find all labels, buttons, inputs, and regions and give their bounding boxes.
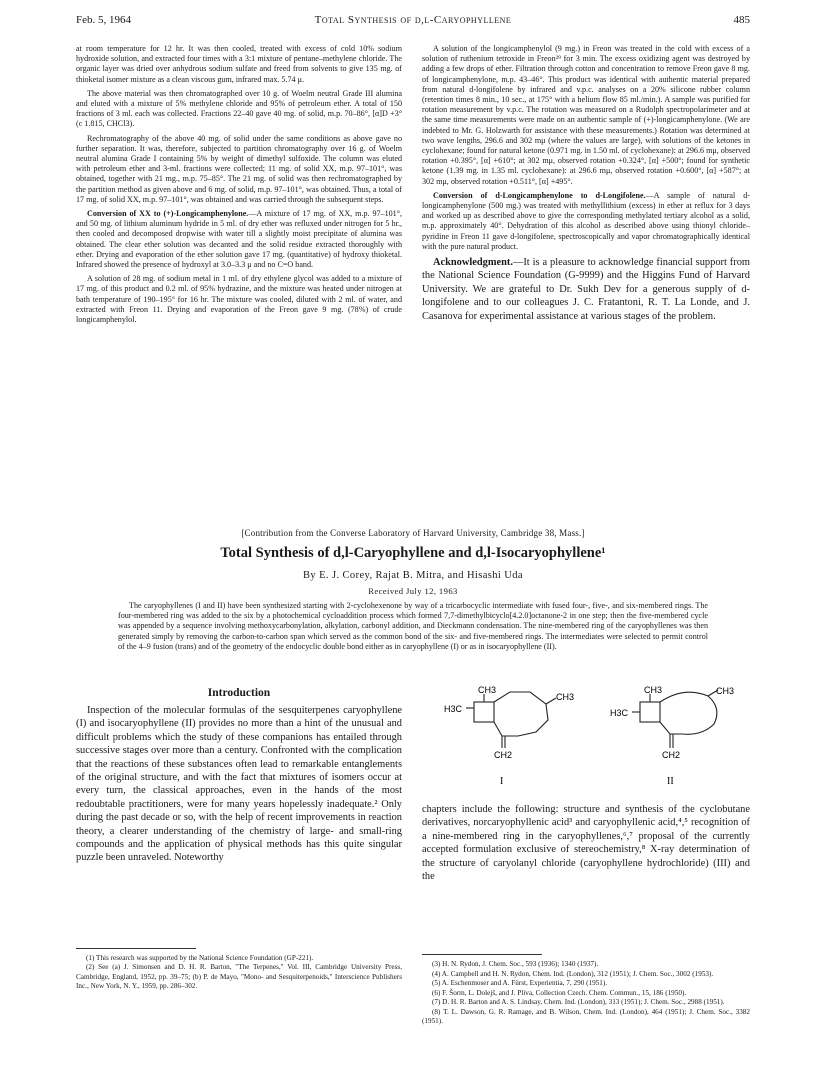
structure-isocaryophyllene-ii [632,690,718,748]
cyclobutane-ring [474,702,494,722]
paragraph: at room temperature for 12 hr. It was then cooled, treated with excess of cold 10% sodium hydroxide solution, and extracted four times with a 3:1 mixture of pentane–methylene chloride. The organic layer was dried over anhydrous sodium sulfate and freed from solvents to give 135 mg. of thioketal isomer mixture as a clean viscous gum, infrared max. 5.74 μ. [76,44,402,84]
ch3-label: CH3 [644,685,663,695]
ch3-label: CH3 [716,686,735,696]
nine-membered-ring [660,692,717,734]
introduction-heading: Introduction [207,687,271,699]
h3c-label: H3C [610,708,629,718]
page-number: 485 [733,14,750,26]
ch3-label: CH3 [556,692,575,702]
paragraph: A solution of 28 mg. of sodium metal in 1 ml. of dry ethylene glycol was added to a mixture of 17 mg. of this product and 0.2 ml. of 95% hydrazine, and the mixture was heated under nitrogen at bath temperature of 190–195° for 16 hr. The mixture was cooled, diluted with 2 ml. of water, and extracted with Freon 11. Drying and evaporation of the Freon gave 9 mg. (78%) of crude longicamphenylol. [76,274,402,325]
cyclobutane-ring [640,702,660,722]
contribution-line: [Contribution from the Converse Laboratory of Harvard University, Cambridge 38, Mass.] [241,528,585,538]
h3c-label: H3C [444,704,463,714]
footnote: (4) A. Campbell and H. N. Rydon, Chem. Ind. (London), 312 (1951); J. Chem. Soc., 3002 (1953). [432,969,714,978]
footnote-rule [76,948,196,949]
abstract: The caryophyllenes (I and II) have been synthesized starting with 2-cyclohexenone by way of a tricarbocyclic intermediate with fused four-, five-, and six-membered rings. The four-membered ring was added to the six by a photochemical cycloaddition process which formed 7,7-dimethylbicyclo[4.2.0]octanone-2 in one step; then the five-membered cycle was appended by a sequence involving methoxycarbonylation, alkylation, carbonyl addition, and Dieckmann condensation. The nine-membered ring of the caryophyllenes was then generated simply by removing the carbon-to-carbon span which served as the common bond of the six- and five-membered rings. The intermediates were selected to permit control of the 4–9 fusion (trans) and of the geometry of the endocyclic double bond either as in caryophyllene (I) or as in isocaryophyllene (II). [118,601,708,651]
structure-diagrams [422,684,750,796]
paragraph-text: —A mixture of 17 mg. of XX, m.p. 97–101°, and 50 mg. of lithium aluminum hydride in 5 ml. of dry ether was refluxed under nitrogen for 5 hr., then cooled and decomposed dropwise with water till a slightly moist precipitate of alumina was obtained. The clear ether solution was decanted and the solid residue extracted thoroughly with ether. Drying and evaporation of the ether solution gave 17 mg. (quantitative) of hydroxy thioketal. Infrared showed the presence of hydroxyl at 3.0–3.3 μ and no C=O band. [76,209,402,270]
run-in-heading: Conversion of XX to (+)-Longicamphenylone. [87,209,249,219]
footnote: (6) F. Šorm, L. Dolejš, and J. Pliva, Collection Czech. Chem. Commun., 15, 186 (1950). [432,988,687,997]
article-title: Total Synthesis of d,l-Caryophyllene and d,l-Isocaryophyllene¹ [220,545,606,561]
introduction-continuation: chapters include the following: structure and synthesis of the cyclobutane derivatives, norcaryophyllenic acid³ and caryophyllenic acid,⁴,⁵ recognition of a nine-membered ring in the caryophyllenes,⁶,⁷ proposal of the currently accepted formulation exclusive of stereochemistry,⁸ X-ray determination of the structure of caryolanyl chloride (caryophyllene hydrochloride) (III) and the [422,804,750,883]
paragraph-conversion-d [422,191,750,252]
left-column-experimental [76,44,402,329]
paragraph: The above material was then chromatographed over 10 g. of Woelm neutral Grade III alumina and eluted with a mixture of 5% methylene chloride and 95% of petroleum ether. A total of 150 fractions of 3 ml. each was collected. Fractions 22–40 gave 40 mg. of solid, m.p. 70–86°, [α]D +3° (c 1.815, CHCl3). [76,88,402,129]
structure-caryophyllene-i [466,692,556,748]
header-date: Feb. 5, 1964 [76,14,131,26]
footnotes-right [422,960,750,1027]
footnote: (3) H. N. Rydon, J. Chem. Soc., 593 (1936); 1340 (1937). [432,960,599,968]
right-column-experimental [422,44,750,323]
running-title: Total Synthesis of d,l-Caryophyllene [314,14,512,26]
footnote: (1) This research was supported by the National Science Foundation (GP-221). [86,954,314,962]
received-date: Received July 12, 1963 [368,586,458,596]
footnote-rule [422,954,542,955]
acknowledgment-text: —It is a pleasure to acknowledge financial support from the National Science Foundation (G-9999) and the Higgins Fund of Harvard University. We are grateful to Dr. Sukh Dev for a generous supply of d-longifolene and to our colleagues J. C. Fratantoni, R. T. La Londe, and J. Casanova for experimental assistance at various stages of the problem. [422,257,750,322]
acknowledgment [422,256,750,323]
paragraph-text: —A sample of natural d-longicamphenylone (500 mg.) was treated with methyllithium (excess) in ether at reflux for 3 days and worked up as described above to give the corresponding methylated tertiary alcohol as a solid, m.p. approximately 40°. Dehydration of this alcohol as described above using thionyl chloride–pyridine in Freon 11 gave d-longifolene, spectroscopically and vapor chromatographically identical with the pure natural product. [422,190,750,251]
structure-label-i: I [500,776,504,787]
footnote: (8) T. L. Dawson, G. R. Ramage, and B. Wilson, Chem. Ind. (London), 464 (1951); J. Chem. Soc., 3382 (1951). [422,1007,750,1025]
footnote: (2) See (a) J. Simonsen and D. H. R. Barton, "The Terpenes," Vol. III, Cambridge University Press, Cambridge, England, 1952, pp. 39–75; (b) P. de Mayo, "Mono- and Sesquiterpenoids," Interscience Publishers Inc., New York, N. Y., 1959, pp. 286–302. [76,963,402,991]
article-authors: By E. J. Corey, Rajat B. Mitra, and Hisashi Uda [303,570,523,581]
ch2-label: CH2 [494,750,513,760]
nine-membered-ring [494,692,548,736]
paragraph-conversion-xx [76,209,402,270]
ch3-label: CH3 [478,685,497,695]
introduction-text: Inspection of the molecular formulas of the sesquiterpenes caryophyllene (I) and isocaryophyllene (II) provides no more than a hint of the unusual and difficult problems which the study of these companions has entailed through successive stages over more than a century. Confronted with the complication that the reactions of these substances often lead to remarkable entanglements of the original structure, and with the fact that mixtures of isomers occur at every turn, the classical approaches, even in the hands of the most redoubtable practitioners, were for many years hopelessly inadequate.² Only during the past decade or so, with the help of recent improvements in reaction theory, a clearer understanding of the chemistry of large- and small-ring compounds and the application of physical methods has this quite singular puzzle been unraveled. Noteworthy [76,705,402,864]
footnote: (7) D. H. R. Barton and A. S. Lindsay, Chem. Ind. (London), 313 (1951); J. Chem. Soc., 2988 (1951). [432,998,725,1006]
footnote: (5) A. Eschenmoser and A. Fürst, Experientia, 7, 290 (1951). [432,979,608,987]
structure-label-ii: II [667,776,674,787]
bond [546,698,556,704]
run-in-heading: Conversion of d-Longicamphenylone to d-Longifolene. [433,190,646,200]
acknowledgment-heading: Acknowledgment. [433,257,513,269]
ch2-label: CH2 [662,750,681,760]
footnotes-left [76,954,402,992]
paragraph: Rechromatography of the above 40 mg. of solid under the same conditions as above gave no further separation. It was, therefore, subjected to partition chromatography over 16 g. of Woelm neutral alumina Grade I containing 5% by weight of dimethyl sulfoxide. The column was eluted with petroleum ether and 3-ml. fractions were collected; 11 mg. of solid XX, m.p. 97–101°, was obtained, together with 21 mg., m.p. 75–85°. The 21 mg. of solid was then rechromatographed by the partition method as given above and 6 mg. of solid, m.p. 97–101°, was obtained. Thus, a total of 17 mg. of solid XX, m.p. 97–101°, was obtained and was carried through the subsequent steps. [76,133,402,204]
paragraph: A solution of the longicamphenylol (9 mg.) in Freon was treated in the cold with excess of a solution of ruthenium tetroxide in Freon²⁹ for 3 min. The excess oxidizing agent was destroyed by adding a few drops of ether. Filtration through cotton and concentration to remove Freon gave 8 mg. of longicamphenylone, m.p. 43–46°. This product was identical with authentic material prepared from natural d-longifolene by infrared and v.p.c. analyses on a 20% silicone rubber column (retention times 8 min., 10 sec., at 175° with a helium flow 85 ml./min.). A sample was purified for rotation measurement by v.p.c. The rotation was measured on a Rudolph spectropolarimeter and at the same time measurements were made on an authentic sample of (+)-longicamphenylone. (We are indebted to Mr. G. Holzwarth for assistance with these measurements.) Rotation was determined at two wave lengths, 296.6 and 302 mμ (where the values are large), with solutions of the ketones in cyclohexane; found for natural ketone (0.971 mg. in 1.50 ml. of cyclohexane): at 296.6 mμ, observed rotation +0.395°, [α] +610°; at 302 mμ, observed rotation +0.324°, [α] +500°; found for synthetic ketone (1.39 mg. in 1.35 ml. cyclohexane): at 296.6 mμ, observed rotation +0.600°, [α] +587°; at 302 mμ, observed rotation +0.511°, [α] +495°. [422,44,750,186]
